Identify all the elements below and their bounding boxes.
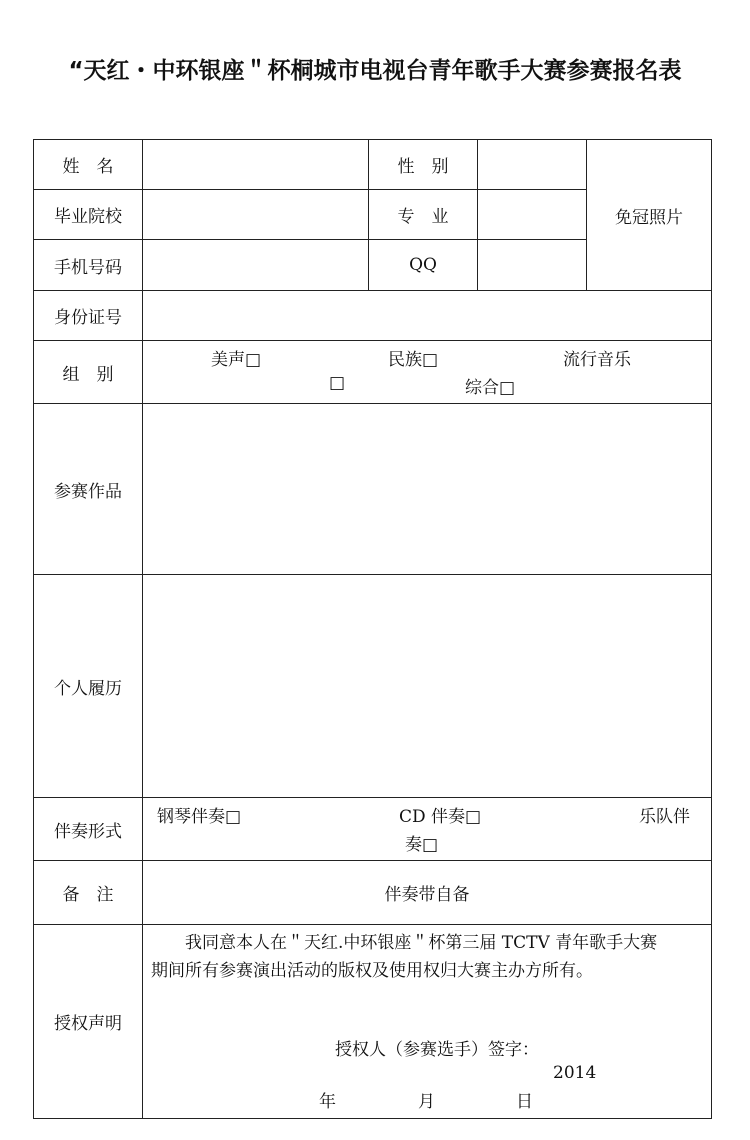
day-label: 日 [516, 1092, 533, 1112]
school-label: 毕业院校 [34, 190, 143, 240]
group-option-pop-checkbox[interactable]: □ [329, 373, 346, 393]
registration-form-table [33, 139, 712, 1119]
gender-field[interactable] [478, 140, 587, 190]
authorization-label: 授权声明 [34, 925, 143, 1119]
photo-box[interactable]: 免冠照片 [587, 140, 712, 291]
works-field[interactable] [143, 404, 712, 575]
major-label: 专 业 [369, 190, 478, 240]
month-label: 月 [418, 1092, 435, 1112]
authorization-line-2: 期间所有参赛演出活动的版权及使用权归大赛主办方所有。 [151, 961, 593, 981]
name-field[interactable] [143, 140, 369, 190]
group-label: 组 别 [34, 341, 143, 404]
works-label: 参赛作品 [34, 404, 143, 575]
authorization-statement [143, 925, 712, 1119]
gender-label: 性 别 [369, 140, 478, 190]
remarks-label: 备 注 [34, 861, 143, 925]
group-option-pop[interactable]: 流行音乐 [563, 350, 631, 370]
school-field[interactable] [143, 190, 369, 240]
major-field[interactable] [478, 190, 587, 240]
year-label: 年 [319, 1092, 336, 1112]
name-label: 姓 名 [34, 140, 143, 190]
id-number-field[interactable] [143, 291, 712, 341]
resume-label: 个人履历 [34, 575, 143, 798]
form-title: “天红・中环银座＂杯桐城市电视台青年歌手大赛参赛报名表 [68, 58, 682, 84]
remarks-value: 伴奏带自备 [143, 861, 712, 925]
qq-field[interactable] [478, 240, 587, 291]
phone-field[interactable] [143, 240, 369, 291]
accompaniment-option-band-cont[interactable]: 奏□ [405, 835, 439, 855]
group-option-folk[interactable]: 民族□ [388, 350, 439, 370]
accompaniment-options [143, 798, 712, 861]
group-option-general[interactable]: 综合□ [465, 378, 516, 398]
accompaniment-label: 伴奏形式 [34, 798, 143, 861]
qq-label: QQ [369, 240, 478, 291]
signature-label: 授权人（参赛选手）签字： [335, 1040, 539, 1060]
group-options [143, 341, 712, 404]
group-option-bel-canto[interactable]: 美声□ [211, 350, 262, 370]
resume-field[interactable] [143, 575, 712, 798]
accompaniment-option-piano[interactable]: 钢琴伴奏□ [157, 807, 242, 827]
phone-label: 手机号码 [34, 240, 143, 291]
year-value: 2014 [553, 1063, 597, 1083]
authorization-line-1: 我同意本人在＂天红.中环银座＂杯第三届 TCTV 青年歌手大赛 [185, 933, 658, 953]
accompaniment-option-band[interactable]: 乐队伴 [639, 807, 690, 827]
accompaniment-option-cd[interactable]: CD 伴奏□ [399, 807, 482, 827]
id-number-label: 身份证号 [34, 291, 143, 341]
